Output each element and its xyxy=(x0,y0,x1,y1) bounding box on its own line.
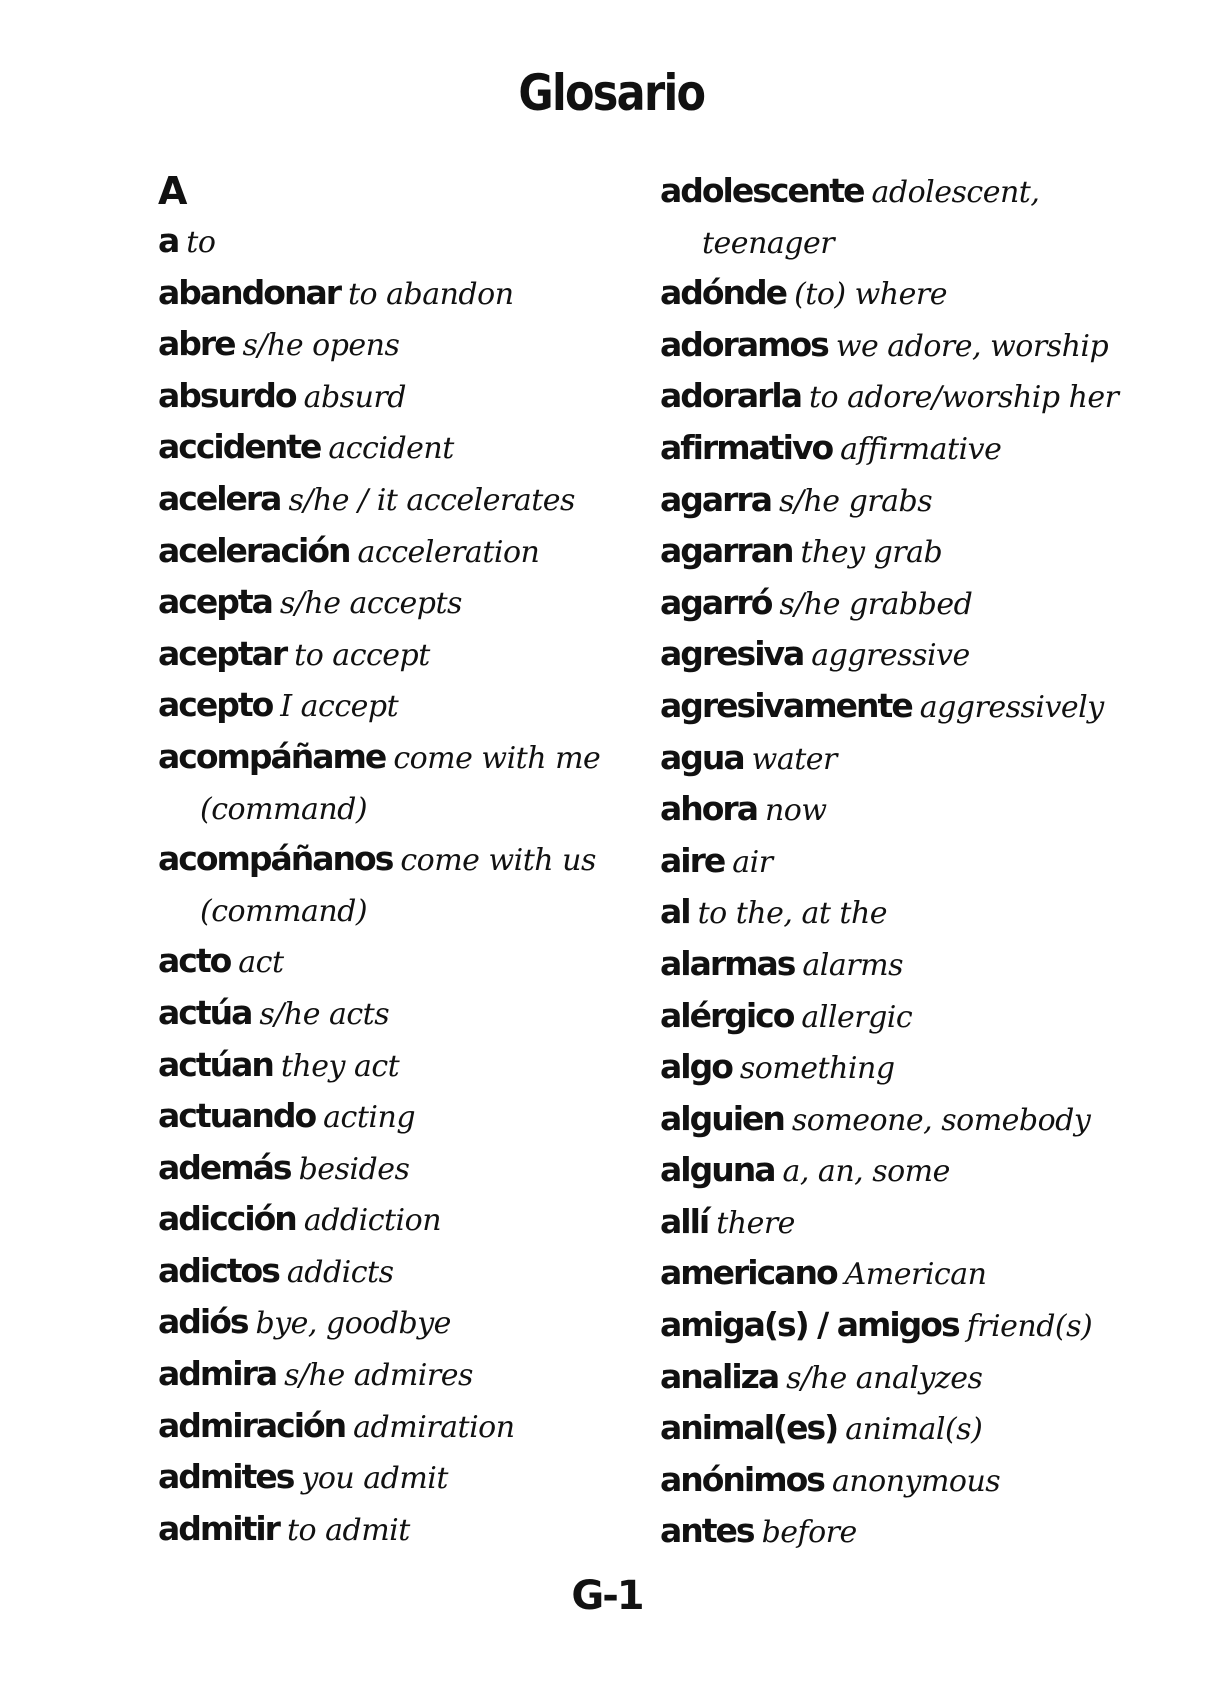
glossary-entry xyxy=(158,474,628,526)
section-letter: A xyxy=(158,169,187,213)
entry-definition: bye, goodbye xyxy=(255,1306,451,1342)
entry-definition: you admit xyxy=(301,1461,448,1497)
entry-definition: s/he grabbed xyxy=(779,586,973,622)
glossary-entry xyxy=(158,371,628,423)
entry-word: admites xyxy=(158,1457,294,1497)
glossary-entry xyxy=(660,991,1140,1043)
glossary-entry xyxy=(158,732,628,834)
entry-word: abre xyxy=(158,324,235,364)
entry-word: agua xyxy=(660,737,744,777)
entry-definition: I accept xyxy=(280,689,399,725)
glossary-entry xyxy=(660,268,1140,320)
glossary-entry xyxy=(158,1401,628,1453)
entry-word: acompáñanos xyxy=(158,839,393,879)
entry-word: admitir xyxy=(158,1508,279,1548)
entry-definition: to the, at the xyxy=(697,896,888,932)
entry-definition: acting xyxy=(323,1100,416,1136)
entry-word: acepta xyxy=(158,582,272,622)
entry-definition: absurd xyxy=(303,379,406,415)
glossary-entry xyxy=(660,1145,1140,1197)
entry-definition: act xyxy=(238,945,284,981)
glossary-entry xyxy=(158,629,628,681)
entry-definition: alarms xyxy=(802,947,903,983)
entry-definition: aggressively xyxy=(919,689,1104,725)
glossary-entry xyxy=(660,578,1140,630)
entry-definition: animal(s) xyxy=(845,1412,983,1448)
glossary-column-left xyxy=(158,166,628,1555)
entry-word: alérgico xyxy=(660,995,794,1035)
entry-definition: before xyxy=(761,1515,857,1551)
glossary-entry xyxy=(660,1197,1140,1249)
entry-word: ahora xyxy=(660,789,757,829)
entry-word: aceleración xyxy=(158,530,350,570)
glossary-entry xyxy=(158,1143,628,1195)
entry-word: absurdo xyxy=(158,375,296,415)
glossary-entry xyxy=(158,526,628,578)
entry-word: abandonar xyxy=(158,272,340,312)
entry-definition: someone, somebody xyxy=(791,1102,1091,1138)
entry-word: alguna xyxy=(660,1150,775,1190)
entry-word: admira xyxy=(158,1354,277,1394)
entry-word: agarran xyxy=(660,531,793,571)
glossary-entry xyxy=(158,1452,628,1504)
entry-word: acepto xyxy=(158,685,273,725)
page-number: G-1 xyxy=(571,1573,643,1619)
entry-word: adorarla xyxy=(660,376,801,416)
entry-definition: friend(s) xyxy=(966,1309,1093,1345)
glossary-entry xyxy=(660,1248,1140,1300)
glossary-entry xyxy=(158,1246,628,1298)
entry-definition: s/he opens xyxy=(242,328,400,364)
glossary-entry xyxy=(660,1094,1140,1146)
entry-definition: there xyxy=(716,1205,795,1241)
entry-definition: allergic xyxy=(801,999,913,1035)
entry-list-right xyxy=(660,166,1140,1558)
entry-definition: water xyxy=(751,741,837,777)
entry-word: adolescente xyxy=(660,171,864,210)
glossary-entry xyxy=(660,475,1140,527)
entry-definition: s/he analyzes xyxy=(786,1360,983,1396)
entry-word: afirmativo xyxy=(660,427,833,467)
entry-definition: acceleration xyxy=(357,534,540,570)
entry-definition: come with me (command) xyxy=(200,740,601,827)
entry-definition: (to) where xyxy=(794,277,947,313)
entry-definition: to accept xyxy=(294,637,430,673)
entry-word: americano xyxy=(660,1253,837,1293)
entry-word: aire xyxy=(660,840,725,880)
glossary-entry xyxy=(660,371,1140,423)
entry-word: admiración xyxy=(158,1405,346,1445)
glossary-entry xyxy=(660,733,1140,785)
entry-list-left xyxy=(158,216,628,1555)
entry-word: adoramos xyxy=(660,324,828,364)
entry-definition: we adore, worship xyxy=(835,328,1109,364)
entry-definition: to adore/worship her xyxy=(808,380,1119,416)
glossary-entry xyxy=(158,422,628,474)
glossary-entry xyxy=(158,988,628,1040)
entry-definition: air xyxy=(732,844,773,880)
glossary-entry xyxy=(660,836,1140,888)
entry-definition: accident xyxy=(328,431,454,467)
entry-definition: s/he grabs xyxy=(778,483,933,519)
entry-word: a xyxy=(158,221,179,260)
glossary-entry xyxy=(660,681,1140,733)
entry-word: algo xyxy=(660,1047,732,1087)
glossary-entry xyxy=(158,1091,628,1143)
glossary-entry xyxy=(158,577,628,629)
entry-definition: s/he accepts xyxy=(279,586,462,622)
entry-definition: American xyxy=(844,1257,987,1293)
entry-word: acto xyxy=(158,941,231,981)
entry-definition: to admit xyxy=(286,1512,410,1548)
glossary-entry xyxy=(660,939,1140,991)
glossary-entry xyxy=(660,320,1140,372)
entry-definition: something xyxy=(739,1051,895,1087)
entry-definition: they grab xyxy=(800,535,943,571)
glossary-entry xyxy=(660,1042,1140,1094)
page-title: Glosario xyxy=(518,64,705,122)
entry-word: acelera xyxy=(158,478,281,518)
entry-definition: a, an, some xyxy=(782,1154,950,1190)
entry-word: analiza xyxy=(660,1356,779,1396)
entry-word: adicción xyxy=(158,1199,296,1239)
glossary-entry xyxy=(660,166,1140,268)
entry-definition: affirmative xyxy=(840,431,1002,467)
glossary-entry xyxy=(660,784,1140,836)
entry-word: anónimos xyxy=(660,1459,824,1499)
glossary-entry xyxy=(660,526,1140,578)
glossary-entry xyxy=(158,216,628,268)
entry-word: actuando xyxy=(158,1096,316,1136)
entry-word: agarró xyxy=(660,582,772,622)
entry-definition: to abandon xyxy=(347,276,514,312)
entry-definition: come with us (command) xyxy=(200,843,596,929)
glossary-entry xyxy=(158,834,628,936)
glossary-entry xyxy=(158,319,628,371)
entry-definition: adolescent, teenager xyxy=(702,175,1040,261)
entry-word: adiós xyxy=(158,1302,248,1342)
entry-word: accidente xyxy=(158,427,321,467)
entry-word: actúa xyxy=(158,992,252,1032)
glossary-entry xyxy=(660,1455,1140,1507)
entry-word: agresivamente xyxy=(660,685,912,725)
entry-word: aceptar xyxy=(158,633,287,673)
glossary-entry xyxy=(660,629,1140,681)
glossary-entry xyxy=(158,1040,628,1092)
entry-word: antes xyxy=(660,1511,754,1551)
entry-definition: now xyxy=(764,793,827,829)
entry-word: al xyxy=(660,892,690,932)
entry-word: además xyxy=(158,1147,291,1187)
entry-definition: aggressive xyxy=(811,638,970,674)
glossary-entry xyxy=(660,887,1140,939)
glossary-column-right xyxy=(660,166,1140,1558)
entry-word: agresiva xyxy=(660,634,804,674)
entry-definition: anonymous xyxy=(831,1463,1001,1499)
glossary-entry xyxy=(158,1194,628,1246)
entry-word: agarra xyxy=(660,479,771,519)
entry-word: allí xyxy=(660,1201,709,1241)
glossary-entry xyxy=(660,423,1140,475)
glossary-entry xyxy=(158,680,628,732)
glossary-entry xyxy=(158,1349,628,1401)
entry-word: alguien xyxy=(660,1098,784,1138)
entry-definition: s/he acts xyxy=(259,996,390,1032)
glossary-entry xyxy=(660,1352,1140,1404)
entry-word: amiga(s) / amigos xyxy=(660,1305,959,1345)
entry-definition: s/he admires xyxy=(284,1358,473,1394)
entry-definition: besides xyxy=(298,1151,410,1187)
glossary-entry xyxy=(158,1297,628,1349)
glossary-entry xyxy=(158,1504,628,1556)
entry-word: acompáñame xyxy=(158,736,386,776)
glossary-entry xyxy=(158,268,628,320)
entry-word: actúan xyxy=(158,1044,273,1084)
entry-word: adónde xyxy=(660,273,787,313)
entry-word: alarmas xyxy=(660,943,795,983)
entry-definition: addiction xyxy=(303,1203,442,1239)
entry-word: adictos xyxy=(158,1250,279,1290)
glossary-entry xyxy=(660,1300,1140,1352)
glossary-entry xyxy=(158,936,628,988)
glossary-entry xyxy=(660,1403,1140,1455)
entry-definition: addicts xyxy=(286,1254,394,1290)
entry-word: animal(es) xyxy=(660,1408,838,1448)
glossary-entry xyxy=(660,1506,1140,1558)
entry-definition: admiration xyxy=(353,1409,515,1445)
entry-definition: they act xyxy=(280,1048,400,1084)
entry-definition: s/he / it accelerates xyxy=(288,482,575,518)
entry-definition: to xyxy=(186,225,216,260)
